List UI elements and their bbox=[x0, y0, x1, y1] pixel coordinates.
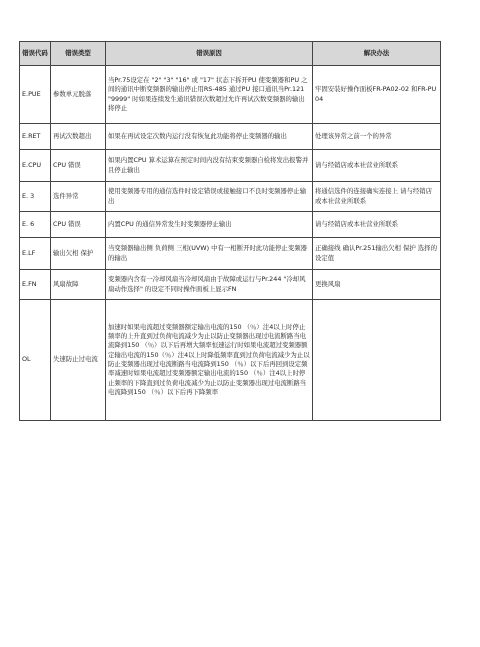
error-cause-cell: 加速时如果电流超过变频器额定输出电流的150 （％）注4以上时停止频率的上升直到过负荷电流减少为止以防止变频器出现过电流断路当电流降到150 （％）以下后再增大频率恒速运行时如果电流超过变频器额定输出电流的150（％）注4以上时降低频率直到过负荷电流减少为止以防止变频器出现过电流断路当电流降到150 （％）以下后再回到设定频率减速时如果电流超过变频器额定输出电流的150 （％）注4以上时停止频率的下降直到过负荷电流减少为止以防止变频器出现过电流断路当电流降到150 （％）以下后再下降频率 bbox=[106, 300, 313, 421]
solution-cell: 更换风扇 bbox=[313, 270, 441, 300]
error-type-cell: 输出欠相 保护 bbox=[51, 238, 106, 270]
header-error-type: 错误类型 bbox=[51, 42, 106, 66]
error-code-cell: E.RET bbox=[20, 124, 51, 150]
error-cause-cell: 使用变频器专用的通信选件时设定错误或接触接口不良时变频器停止输出 bbox=[106, 182, 313, 212]
error-type-cell: 选件异常 bbox=[51, 182, 106, 212]
error-cause-cell: 内置CPU 的通信异常发生时变频器停止输出 bbox=[106, 212, 313, 238]
table-row bbox=[20, 270, 441, 300]
error-code-table bbox=[19, 41, 441, 421]
table-row bbox=[20, 238, 441, 270]
table-row bbox=[20, 212, 441, 238]
table-row bbox=[20, 300, 441, 421]
solution-cell: 正确接线 确认Pr.251输出欠相 保护 选择的设定值 bbox=[313, 238, 441, 270]
error-type-cell: 再试次数超出 bbox=[51, 124, 106, 150]
error-code-cell: E.PUE bbox=[20, 66, 51, 124]
table-row bbox=[20, 182, 441, 212]
error-cause-cell: 当Pr.75设定在 "2" "3" "16" 或 "17" 状态下拆开PU 使变频器和PU 之间的通讯中断变频器的输出停止用RS-485 通过PU 接口通讯当Pr.121 "9999" 时如果连续发生通讯错误次数超过允许再试次数变频器的输出将停止 bbox=[106, 66, 313, 124]
solution-cell: 请与经销店或本社营业所联系 bbox=[313, 150, 441, 182]
error-cause-cell: 如果内置CPU 算术运算在预定时间内没有结束变频器自检将发出报警并且停止输出 bbox=[106, 150, 313, 182]
solution-cell: 处理该异常之前一个的异常 bbox=[313, 124, 441, 150]
error-code-cell: E. 3 bbox=[20, 182, 51, 212]
error-code-cell: E.FN bbox=[20, 270, 51, 300]
error-code-cell: E.CPU bbox=[20, 150, 51, 182]
error-cause-cell: 变频器内含有一冷却风扇当冷却风扇由于故障或运行与Pr.244 "冷却风扇动作选择" 的设定不同时操作面板上显示FN bbox=[106, 270, 313, 300]
header-solution: 解决办法 bbox=[313, 42, 441, 66]
table-row bbox=[20, 66, 441, 124]
error-code-cell: E. 6 bbox=[20, 212, 51, 238]
table-row bbox=[20, 150, 441, 182]
error-type-cell: CPU 错误 bbox=[51, 212, 106, 238]
error-cause-cell: 当变频器输出侧 负荷侧 三相(UVW) 中有一相断开时此功能停止变频器的输出 bbox=[106, 238, 313, 270]
error-code-cell: E.LF bbox=[20, 238, 51, 270]
header-error-code: 错误代码 bbox=[20, 42, 51, 66]
solution-cell: 将通信选件的连接确实连接上 请与经销店或本社营业所联系 bbox=[313, 182, 441, 212]
solution-cell bbox=[313, 300, 441, 421]
error-code-cell: OL bbox=[20, 300, 51, 421]
solution-cell: 请与经销店或本社营业所联系 bbox=[313, 212, 441, 238]
error-type-cell: 风扇故障 bbox=[51, 270, 106, 300]
header-error-cause: 错误原因 bbox=[106, 42, 313, 66]
error-type-cell: 参数单元脱落 bbox=[51, 66, 106, 124]
error-cause-cell: 如果在再试设定次数内运行没有恢复此功能将停止变频器的输出 bbox=[106, 124, 313, 150]
table-header-row bbox=[20, 42, 441, 66]
error-type-cell: CPU 错误 bbox=[51, 150, 106, 182]
solution-cell: 牢固安装好操作面板FR-PA02-02 和FR-PU04 bbox=[313, 66, 441, 124]
error-type-cell: 失速防止过电流 bbox=[51, 300, 106, 421]
table-row bbox=[20, 124, 441, 150]
